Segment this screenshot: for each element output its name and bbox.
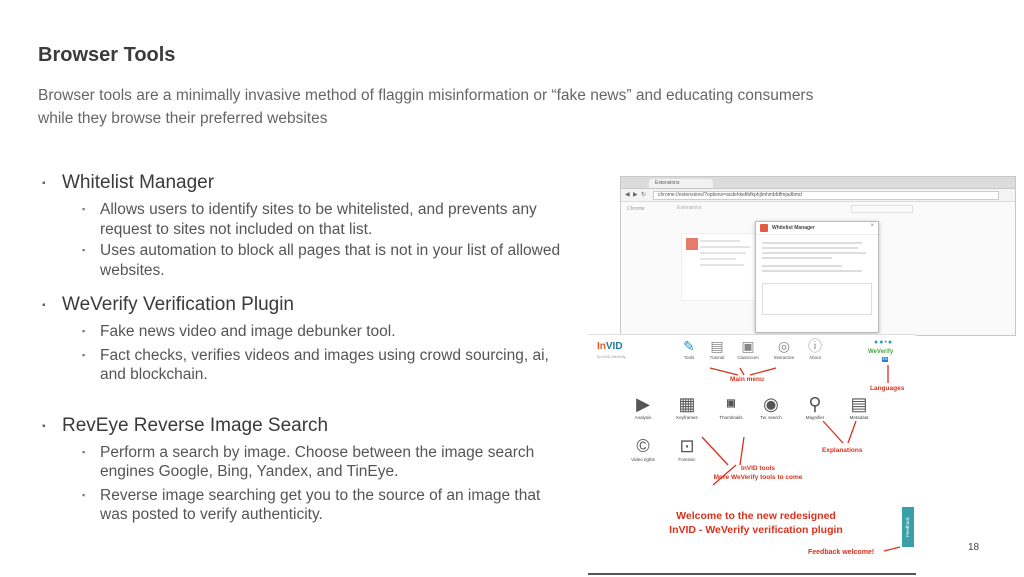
back-icon[interactable]: ◀ — [625, 192, 630, 198]
metadata-icon: ▤ — [850, 394, 868, 414]
interactive-icon: ◎ — [777, 338, 791, 354]
sub-bullet: ▪ Fake news video and image debunker tool. — [42, 322, 562, 342]
menu-item-classroom[interactable]: ▣ Classroom — [733, 337, 763, 360]
popup-description — [756, 235, 878, 279]
whitelist-textarea[interactable] — [762, 283, 872, 315]
sub-bullet: ▪ Uses automation to block all pages that is not in your list of allowed websites. — [42, 241, 562, 280]
magnifier-icon: ⚲ — [808, 394, 822, 414]
menu-item-tutorial[interactable]: ▤ Tutorial — [702, 337, 732, 360]
close-icon[interactable]: × — [870, 223, 874, 229]
browser-tab[interactable]: Extensions — [649, 179, 713, 188]
film-icon: ▦ — [678, 394, 696, 414]
bullet-weverify-plugin: ▪ WeVerify Verification Plugin — [42, 292, 562, 318]
youtube-icon: ▣ — [726, 398, 736, 409]
feedback-annotation: Feedback welcome! — [808, 549, 875, 556]
extension-card — [681, 233, 757, 301]
tool-metadata[interactable]: ▤ Metadata — [842, 393, 876, 420]
weverify-name: WeVerify — [868, 349, 894, 355]
more-tools-annotation: More WeVerify tools to come — [713, 474, 803, 481]
tools-icon: ✎ — [683, 338, 695, 354]
twitter-icon: ◉ — [763, 394, 779, 414]
extensions-heading: Extensions — [677, 205, 702, 211]
address-bar — [621, 189, 1015, 202]
chrome-sidebar-label: Chrome — [627, 206, 645, 212]
sub-bullet: ▪ Allows users to identify sites to be whitelisted, and prevents any request to sites not included on that list. — [42, 200, 562, 239]
invid-logo-subtitle: by InVID-WeVerify — [597, 355, 626, 359]
about-icon: ⓘ — [808, 338, 822, 354]
tutorial-icon: ▤ — [710, 338, 724, 354]
forward-icon[interactable]: ▶ — [633, 192, 638, 198]
page-number: 18 — [968, 542, 980, 553]
forensic-icon: ⊡ — [679, 436, 695, 456]
tool-keyframes[interactable]: ▦ Keyframes — [670, 393, 704, 420]
url-field[interactable]: chrome://extensions/?options=acdehkefibfkphjlmhmbfdfmjadbmd — [653, 191, 999, 200]
copyright-icon: © — [636, 436, 650, 456]
popup-title: Whitelist Manager — [772, 225, 815, 231]
sub-bullet: ▪ Perform a search by image. Choose between the image search engines Google, Bing, Yandex, and TinEye. — [42, 443, 562, 482]
browser-tab-bar — [621, 177, 1015, 189]
reload-icon[interactable]: ↻ — [641, 192, 647, 198]
bullet-reveye-search: ▪ RevEye Reverse Image Search — [42, 413, 562, 439]
slide-subtitle: Browser tools are a minimally invasive method of flaggin misinformation or “fake news” and educating consumers while they browse their preferred websites — [38, 87, 814, 127]
tool-thumbnails[interactable]: ▣ Thumbnails — [714, 393, 748, 420]
whitelist-options-popup — [755, 221, 879, 333]
classroom-icon: ▣ — [741, 338, 755, 354]
menu-item-about[interactable]: ⓘ About — [800, 337, 830, 360]
bullet-whitelist-manager: ▪ Whitelist Manager — [42, 170, 562, 196]
tool-magnifier[interactable]: ⚲ Magnifier — [798, 393, 832, 420]
languages-annotation: Languages — [870, 385, 905, 392]
whitelist-logo-icon — [686, 238, 698, 250]
invid-logo: InVID — [597, 341, 623, 352]
slide-title: Browser Tools — [38, 44, 176, 66]
main-menu-annotation: Main menu — [730, 376, 764, 383]
tool-twitter-search[interactable]: ◉ Tw. search — [754, 393, 788, 420]
language-selector[interactable]: EN — [882, 357, 888, 361]
divider — [588, 573, 916, 575]
menu-item-interactive[interactable]: ◎ Interactive — [769, 337, 799, 360]
explanations-annotation: Explanations — [822, 447, 863, 454]
tool-video-rights[interactable]: © Video rights — [626, 435, 660, 462]
menu-item-tools[interactable]: ✎ Tools — [674, 337, 704, 360]
sub-bullet: ▪ Reverse image searching get you to the source of an image that was posted to verify authenticity. — [42, 486, 562, 525]
feedback-tab[interactable]: Feedback — [902, 507, 914, 547]
welcome-message: Welcome to the new redesigned InVID - WeVerify verification plugin — [669, 510, 843, 536]
sub-bullet: ▪ Fact checks, verifies videos and images using crowd sourcing, ai, and blockchain. — [42, 346, 562, 385]
extension-details — [700, 240, 750, 270]
developer-mode-toggle[interactable] — [851, 205, 913, 213]
tool-forensic[interactable]: ⊡ Forensic — [670, 435, 704, 462]
weverify-dots-icon: ●●•● — [874, 339, 894, 346]
whitelist-logo-icon — [760, 224, 768, 232]
play-icon: ▶ — [636, 394, 650, 414]
bullet-list — [42, 170, 562, 525]
tool-analysis[interactable]: ▶ Analysis — [626, 393, 660, 420]
invid-tools-annotation: InVID tools — [741, 465, 775, 472]
whitelist-manager-screenshot — [620, 176, 1016, 336]
invid-plugin-screenshot — [588, 334, 916, 577]
